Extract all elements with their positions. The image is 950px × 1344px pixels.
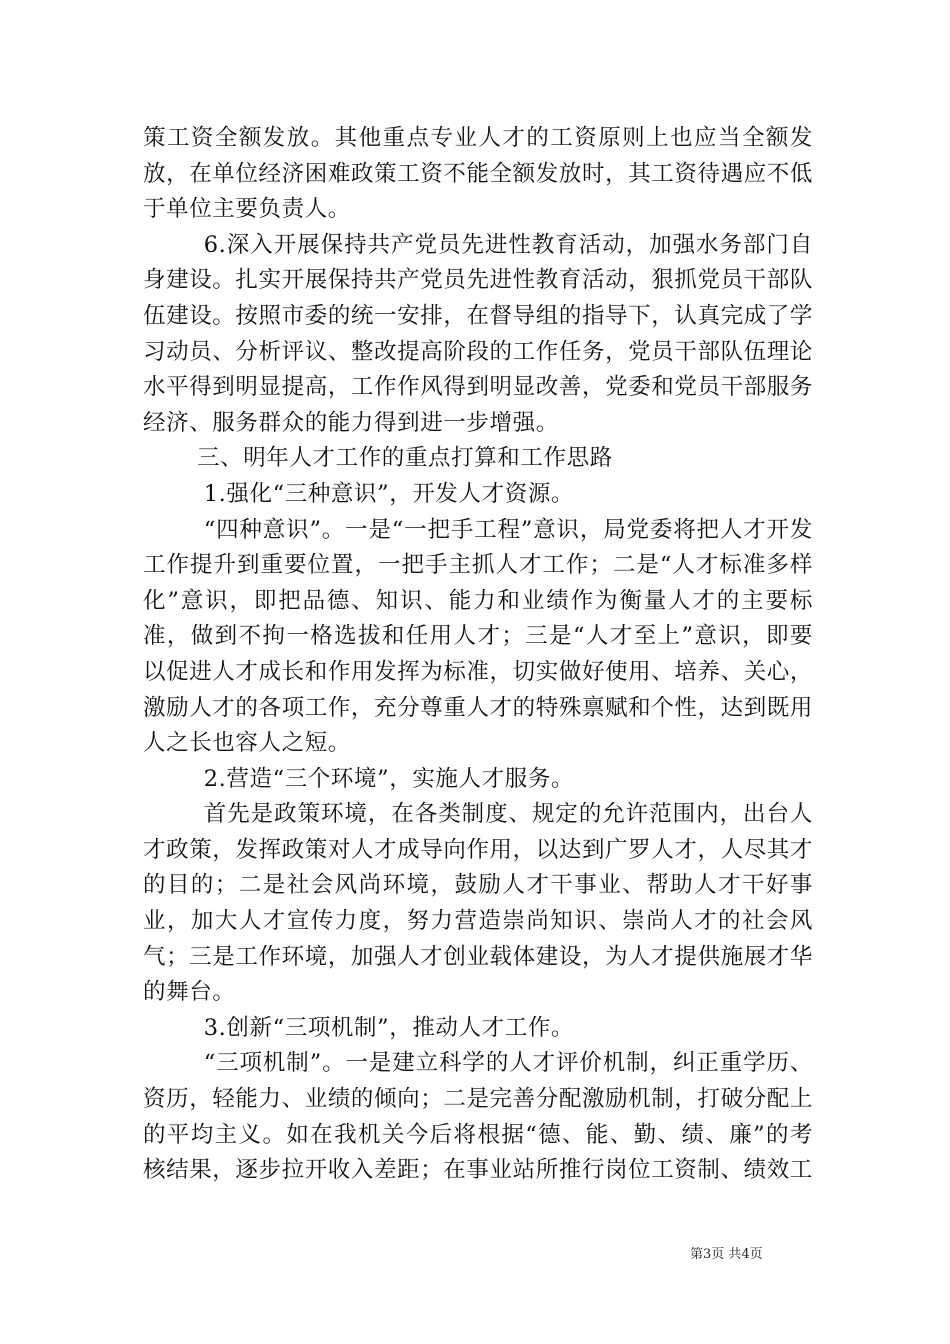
footer-prefix: 第 [690,1247,704,1262]
paragraph-three-mechanisms: “三项机制”。一是建立科学的人才评价机制，纠正重学历、资历，轻能力、业绩的倾向；二是完善分配激励机制，打破分配上的平均主义。如在我机关今后将根据“德、能、勤、绩、廉”的考核结果，逐步拉开收入差距；在事业站所推行岗位工资制、绩效工 [143,1050,813,1184]
footer-mid: 页 共 [711,1247,742,1262]
paragraph-item-2-heading: 2.营造“三个环境”，实施人才服务。 [203,765,575,792]
footer-suffix: 页 [749,1247,763,1262]
paragraph-four-awareness: “四种意识”。一是“一把手工程”意识，局党委将把人才开发工作提升到重要位置，一把手主抓人才工作；二是“人才标准多样化”意识，即把品德、知识、能力和业绩作为衡量人才的主要标准，做到不拘一格选拔和任用人才；三是“人才至上”意识，即要以促进人才成长和作用发挥为标准，切实做好使用、培养、关心，激励人才的各项工作，充分尊重人才的特殊禀赋和个性，达到既用人之长也容人之短。 [143,516,813,757]
page-footer [690,1246,840,1264]
paragraph-item-3-heading: 3.创新“三项机制”，推动人才工作。 [203,1014,575,1041]
section-heading-next-year-plan: 三、明年人才工作的重点打算和工作思路 [197,445,613,472]
paragraph-three-environments: 首先是政策环境，在各类制度、规定的允许范围内，出台人才政策，发挥政策对人才成导向作用，以达到广罗人才，人尽其才的目的；二是社会风尚环境，鼓励人才干事业、帮助人才干好事业，加大人才宣传力度，努力营造崇尚知识、崇尚人才的社会风气；三是工作环境，加强人才创业载体建设，为人才提供施展才华的舞台。 [143,801,813,1006]
page-number-total: 4 [741,1247,750,1262]
page-number-current: 3 [703,1247,712,1262]
paragraph-item-6-party-education: 6.深入开展保持共产党员先进性教育活动，加强水务部门自身建设。扎实开展保持共产党员先进性教育活动，狠抓党员干部队伍建设。按照市委的统一安排，在督导组的指导下，认真完成了学习动员、分析评议、整改提高阶段的工作任务，党员干部队伍理论水平得到明显提高，工作作风得到明显改善，党委和党员干部服务经济、服务群众的能力得到进一步增强。 [143,231,813,436]
paragraph-salary-continuation: 策工资全额发放。其他重点专业人才的工资原则上也应当全额发放，在单位经济困难政策工资不能全额发放时，其工资待遇应不低于单位主要负责人。 [143,125,813,223]
document-body [143,121,813,1189]
paragraph-item-1-heading: 1.强化“三种意识”，开发人才资源。 [203,480,575,507]
